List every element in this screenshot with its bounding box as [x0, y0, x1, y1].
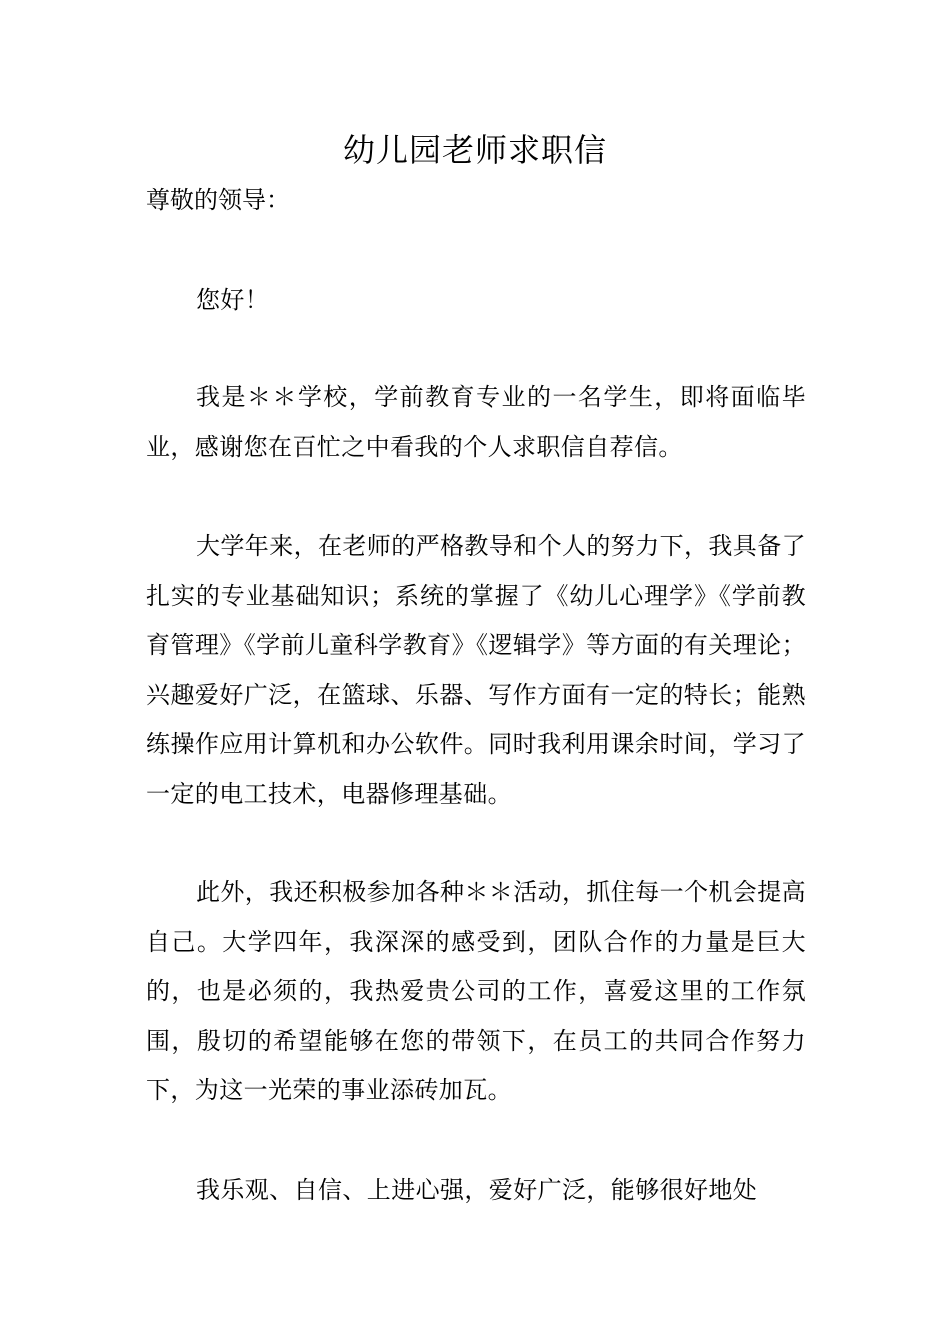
paragraph-activities: 此外，我还积极参加各种＊＊活动，抓住每一个机会提高自己。大学四年，我深深的感受到，团队合作的力量是巨大的，也是必须的，我热爱贵公司的工作，喜爱这里的工作氛围，殷切的希望能够在您的带领下，在员工的共同合作努力下，为这一光荣的事业添砖加瓦。 [146, 878, 806, 1104]
paragraph-greeting: 您好！ [196, 286, 270, 314]
salutation: 尊敬的领导： [146, 186, 290, 214]
paragraph-personality: 我乐观、自信、上进心强，爱好广泛，能够很好地处 [196, 1176, 758, 1204]
paragraph-introduction: 我是＊＊学校，学前教育专业的一名学生，即将面临毕业，感谢您在百忙之中看我的个人求职信自荐信。 [146, 383, 806, 461]
document-title: 幼儿园老师求职信 [342, 131, 607, 169]
paragraph-education: 大学年来，在老师的严格教导和个人的努力下，我具备了扎实的专业基础知识；系统的掌握了《幼儿心理学》《学前教育管理》《学前儿童科学教育》《逻辑学》等方面的有关理论；兴趣爱好广泛，在篮球、乐器、写作方面有一定的特长；能熟练操作应用计算机和办公软件。同时我利用课余时间，学习了一定的电工技术，电器修理基础。 [146, 532, 806, 808]
